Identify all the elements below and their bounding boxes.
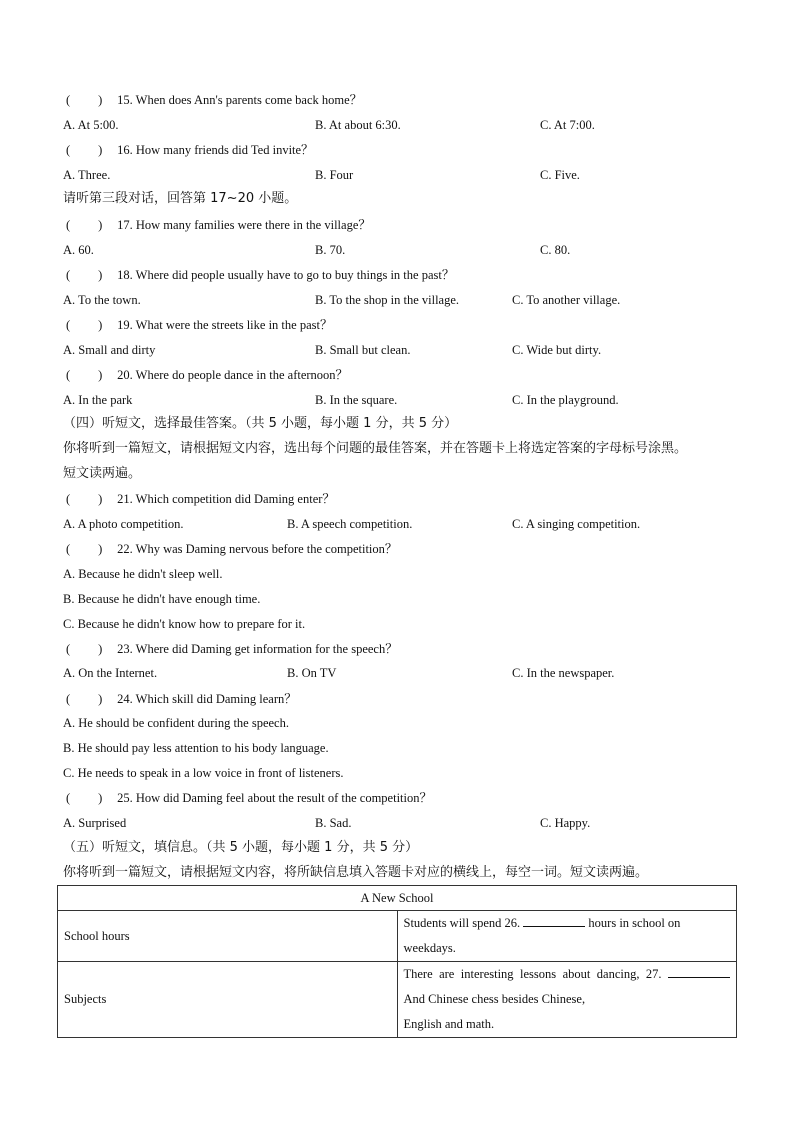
option-c[interactable]: C. To another village. xyxy=(512,293,621,307)
question-22 xyxy=(66,541,397,557)
question-stem: 24. Which skill did Daming learn？ xyxy=(117,692,297,706)
option-b[interactable]: B. To the shop in the village. xyxy=(315,293,460,307)
answer-paren[interactable]: ( ) xyxy=(66,143,103,157)
option-a[interactable]: A. Three. xyxy=(63,168,111,182)
option-a[interactable]: A. 60. xyxy=(63,243,94,257)
option-b[interactable]: B. Sad. xyxy=(315,816,352,830)
option-c[interactable]: C. Because he didn't know how to prepare for it. xyxy=(63,617,306,631)
question-stem: 17. How many families were there in the village？ xyxy=(117,218,371,232)
option-c[interactable]: C. A singing competition. xyxy=(512,517,641,531)
option-a[interactable]: A. Small and dirty xyxy=(63,343,156,357)
question-stem: 16. How many friends did Ted invite？ xyxy=(117,143,314,157)
question-stem: 20. Where do people dance in the afternoon？ xyxy=(117,368,349,382)
option-b[interactable]: B. Four xyxy=(315,168,354,182)
table-title: A New School xyxy=(58,886,737,911)
option-b[interactable]: B. At about 6:30. xyxy=(315,118,401,132)
section-description: 短文读两遍。 xyxy=(63,466,142,481)
option-a[interactable]: A. At 5:00. xyxy=(63,118,119,132)
option-c[interactable]: C. 80. xyxy=(540,243,571,257)
option-b[interactable]: B. On TV xyxy=(287,666,337,680)
question-stem: 18. Where did people usually have to go to buy things in the past？ xyxy=(117,268,455,282)
answer-blank-27[interactable] xyxy=(668,965,730,978)
option-b[interactable]: B. Because he didn't have enough time. xyxy=(63,592,261,606)
question-stem: 19. What were the streets like in the past？ xyxy=(117,318,333,332)
table-row xyxy=(58,911,737,962)
answer-paren[interactable]: ( ) xyxy=(66,692,103,706)
question-20 xyxy=(66,367,348,383)
question-17 xyxy=(66,217,371,233)
answer-paren[interactable]: ( ) xyxy=(66,93,103,107)
option-a[interactable]: A. Surprised xyxy=(63,816,127,830)
row-content: There are interesting lessons about dancing, 27. And Chinese chess besides Chinese, English and math. xyxy=(397,962,737,1038)
option-c[interactable]: C. In the playground. xyxy=(512,393,619,407)
answer-paren[interactable]: ( ) xyxy=(66,268,103,282)
question-18 xyxy=(66,267,454,283)
option-c[interactable]: C. Five. xyxy=(540,168,580,182)
option-b[interactable]: B. In the square. xyxy=(315,393,398,407)
question-16 xyxy=(66,142,314,158)
section-title-part5: （五）听短文，填信息。（共 5 小题，每小题 1 分，共 5 分） xyxy=(63,840,419,855)
option-c[interactable]: C. He needs to speak in a low voice in front of listeners. xyxy=(63,766,344,780)
answer-paren[interactable]: ( ) xyxy=(66,368,103,382)
answer-paren[interactable]: ( ) xyxy=(66,218,103,232)
section-description: 你将听到一篇短文，请根据短文内容，选出每个问题的最佳答案，并在答题卡上将选定答案的字母标号涂黑。 xyxy=(63,441,688,456)
answer-blank-26[interactable] xyxy=(523,914,585,927)
answer-paren[interactable]: ( ) xyxy=(66,791,103,805)
option-b[interactable]: B. He should pay less attention to his body language. xyxy=(63,741,329,755)
option-c[interactable]: C. Wide but dirty. xyxy=(512,343,602,357)
row-label: School hours xyxy=(58,911,398,962)
option-a[interactable]: A. He should be confident during the speech. xyxy=(63,716,289,730)
answer-paren[interactable]: ( ) xyxy=(66,492,103,506)
question-stem: 21. Which competition did Daming enter？ xyxy=(117,492,335,506)
option-a[interactable]: A. To the town. xyxy=(63,293,141,307)
answer-paren[interactable]: ( ) xyxy=(66,318,103,332)
option-a[interactable]: A. A photo competition. xyxy=(63,517,184,531)
question-stem: 23. Where did Daming get information for the speech？ xyxy=(117,642,398,656)
question-stem: 22. Why was Daming nervous before the competition？ xyxy=(117,542,398,556)
option-a[interactable]: A. In the park xyxy=(63,393,133,407)
option-c[interactable]: C. Happy. xyxy=(540,816,591,830)
option-b[interactable]: B. 70. xyxy=(315,243,346,257)
answer-paren[interactable]: ( ) xyxy=(66,642,103,656)
question-15 xyxy=(66,92,362,108)
question-24 xyxy=(66,691,297,707)
question-21 xyxy=(66,491,335,507)
option-c[interactable]: C. At 7:00. xyxy=(540,118,595,132)
option-c[interactable]: C. In the newspaper. xyxy=(512,666,615,680)
option-a[interactable]: A. Because he didn't sleep well. xyxy=(63,567,223,581)
question-23 xyxy=(66,641,398,657)
section-description: 你将听到一篇短文，请根据短文内容，将所缺信息填入答题卡对应的横线上，每空一词。短文读两遍。 xyxy=(63,865,649,880)
answer-paren[interactable]: ( ) xyxy=(66,542,103,556)
option-b[interactable]: B. A speech competition. xyxy=(287,517,413,531)
info-table xyxy=(57,885,737,1038)
question-25 xyxy=(66,790,432,806)
row-label: Subjects xyxy=(58,962,398,1038)
question-19 xyxy=(66,317,332,333)
option-a[interactable]: A. On the Internet. xyxy=(63,666,158,680)
section-instruction: 请听第三段对话，回答第 17~20 小题。 xyxy=(63,191,298,206)
row-content: Students will spend 26. hours in school on weekdays. xyxy=(397,911,737,962)
question-stem: 25. How did Daming feel about the result of the competition？ xyxy=(117,791,432,805)
option-b[interactable]: B. Small but clean. xyxy=(315,343,411,357)
table-row xyxy=(58,962,737,1038)
question-stem: 15. When does Ann's parents come back home？ xyxy=(117,93,363,107)
section-title-part4: （四）听短文，选择最佳答案。（共 5 小题，每小题 1 分，共 5 分） xyxy=(63,416,458,431)
